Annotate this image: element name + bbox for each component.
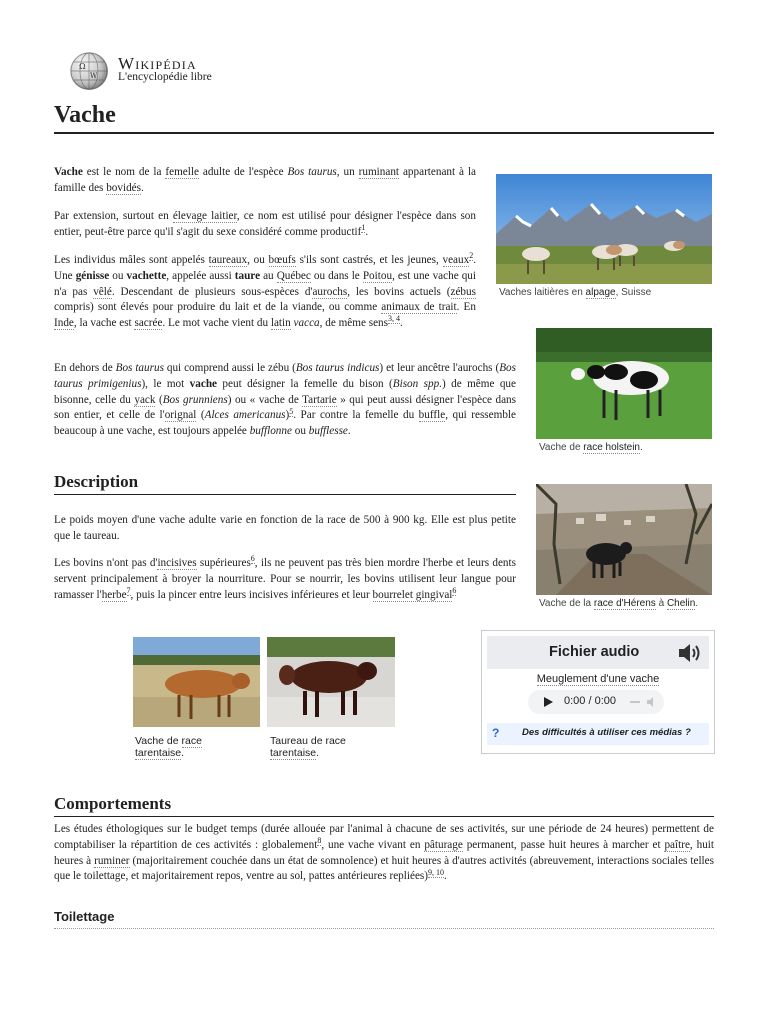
reference-link[interactable]: 6: [452, 585, 457, 595]
italic-term: Bos taurus primigenius: [54, 362, 516, 390]
media-help-link[interactable]: Des difficultés à utiliser ces médias ?: [522, 727, 691, 738]
inline-link[interactable]: Inde: [54, 317, 74, 330]
logo-tagline: L'encyclopédie libre: [118, 71, 212, 83]
inline-link[interactable]: vêlé: [93, 285, 112, 298]
article-title: Vache: [54, 102, 714, 134]
bold-term: vache: [189, 377, 218, 390]
reference-link[interactable]: 9, 10: [428, 867, 445, 877]
caption-alpage: Vaches laitières en alpage, Suisse: [499, 287, 652, 298]
audio-file-box: [481, 630, 715, 754]
inline-link[interactable]: buffle: [418, 409, 446, 422]
inline-link[interactable]: Poitou: [362, 269, 393, 282]
description-paragraph-2: Les bovins n'ont pas d'incisives supérieures$^6$, ils ne peuvent pas très bien mordre l'herbe et leurs dents servent principalement à broyer la nourriture. Pour se nourrir, les bovins utilisent leur langue pour ramasser l'herbe$^7$, puis la pincer entre leurs incisives inférieures et leur bourrelet gingival$^6$: [54, 554, 516, 601]
inline-link[interactable]: bourrelet gingival: [372, 588, 453, 601]
intro-paragraph-1: Vache est le nom de la femelle adulte de l'espèce Bos taurus, un ruminant appartenant à la famille des bovidés.: [54, 166, 477, 194]
intro-paragraph-3: Les individus mâles sont appelés taureaux, ou bœufs s'ils sont castrés, et les jeunes, veaux$^2$. Une génisse ou vachette, appelée aussi taure au Québec ou dans le Poitou, est une vache qui n'a pas vêlé. Descendant de plusieurs sous-espèces d'aurochs, les bovins actuels (zébus compris) sont élevés pour produire du lait et de la viande, ou comme animaux de trait. En Inde, la vache est sacrée. Le mot vache vient du latin vacca, de même sens$^{3, 4}$.: [54, 251, 477, 330]
inline-link[interactable]: femelle: [165, 166, 199, 178]
italic-term: Bos taurus indicus: [295, 362, 380, 374]
caption-tarentaise-cow: Vache de race tarentaise.: [135, 735, 202, 759]
italic-term: bufflesse: [308, 425, 348, 438]
inline-link[interactable]: race: [181, 735, 202, 747]
italic-term: Bos taurus: [287, 166, 337, 178]
inline-link[interactable]: ruminer: [94, 854, 130, 867]
audio-time: 0:00 / 0:00: [564, 695, 616, 707]
help-icon: ?: [492, 726, 500, 740]
inline-link[interactable]: ruminant: [358, 166, 400, 178]
bold-term: génisse: [75, 269, 110, 282]
inline-link[interactable]: animaux de trait: [381, 301, 457, 314]
reference-link[interactable]: 5: [289, 406, 294, 416]
inline-link[interactable]: bœufs: [268, 254, 296, 266]
inline-link[interactable]: Chelin: [666, 598, 696, 609]
bold-term: taure: [234, 269, 261, 282]
italic-term: bufflonne: [249, 425, 292, 438]
inline-link[interactable]: tarentaise: [135, 747, 182, 759]
speaker-icon[interactable]: [677, 642, 703, 664]
svg-text:Ω: Ω: [79, 62, 86, 71]
inline-link[interactable]: paître: [664, 838, 690, 851]
audio-player: [528, 690, 664, 714]
inline-link[interactable]: zébus: [450, 285, 476, 298]
inline-link[interactable]: Tartarie: [302, 393, 337, 406]
caption-holstein: Vache de race holstein.: [539, 442, 643, 453]
reference-link[interactable]: 1: [361, 223, 366, 233]
inline-link[interactable]: bovidés: [106, 181, 142, 194]
inline-link[interactable]: veaux: [442, 254, 470, 266]
subsection-heading-toilettage: Toilettage: [54, 909, 714, 929]
bold-term: vachette: [126, 269, 167, 282]
logo-wordmark[interactable]: Wikipédia: [118, 54, 197, 73]
inline-link[interactable]: herbe: [101, 588, 127, 601]
inline-link[interactable]: sacrée: [134, 317, 163, 330]
inline-link[interactable]: latin: [270, 317, 291, 330]
reference-link[interactable]: 8: [317, 836, 322, 846]
intro-paragraph-2: Par extension, surtout en élevage laitier, ce nom est utilisé pour désigner l'espèce dans son entier, peut-être parce qu'il s'agit du sexe considéré comme productif$^1$.: [54, 210, 476, 238]
italic-term: Bison spp.: [392, 377, 442, 390]
caption-tarentaise-bull: Taureau de race tarentaise.: [270, 735, 346, 759]
image-tarentaise-bull[interactable]: [267, 637, 395, 727]
inline-link[interactable]: orignal: [164, 409, 197, 422]
inline-link[interactable]: pâturage: [424, 838, 463, 851]
reference-link[interactable]: 7: [126, 585, 131, 595]
reference-link[interactable]: 3, 4: [388, 314, 400, 324]
audio-file-link[interactable]: Meuglement d'une vache: [536, 673, 660, 685]
comportements-paragraph-1: Les études éthologiques sur le budget temps (durée allouée par l'animal à chacune de ses activités, sur une période de 24 heures) permettent de comptabiliser la répartition de ces activités : globalement$^8$, une vache vivant en pâturage permanent, passe huit heures à marcher et paître, huit heures à ruminer (majoritairement couchée dans un état de somnolence) et huit heures à d'autres activités (abreuvement, interactions sociales telles que le toilettage, et majoritairement repos, ventre au sol, pattes antérieures repliées)$^{9, 10}$.: [54, 823, 715, 883]
inline-link[interactable]: aurochs: [312, 285, 348, 298]
svg-text:W: W: [90, 72, 98, 80]
inline-link[interactable]: incisives: [157, 557, 197, 569]
inline-link[interactable]: Québec: [276, 269, 311, 282]
intro-paragraph-4: En dehors de Bos taurus qui comprend aussi le zébu (Bos taurus indicus) et leur ancêtre l'aurochs (Bos taurus primigenius), le mot vache peut désigner la femelle du bison (Bison spp.) de même que bisonne, celle du yack (Bos grunniens) ou « vache de Tartarie » qui peut aussi désigner l'espèce dans son entier, et celle de l'orignal (Alces americanus)$^5$. Par contre la femelle du buffle, qui ressemble beaucoup à une vache, est toujours appelée bufflonne ou bufflesse.: [54, 362, 516, 438]
image-tarentaise-cow[interactable]: [133, 637, 260, 727]
section-heading-description: Description: [54, 472, 516, 495]
media-help-bar[interactable]: [487, 723, 709, 745]
mute-icon[interactable]: [646, 696, 658, 708]
description-paragraph-1: Le poids moyen d'une vache adulte varie en fonction de la race de 500 à 900 kg. Elle est plus petite que le taureau.: [54, 514, 516, 542]
wikipedia-globe-icon[interactable]: [70, 52, 108, 90]
italic-term: Bos taurus: [115, 362, 164, 374]
inline-link[interactable]: race holstein: [583, 442, 640, 453]
inline-link[interactable]: tarentaise: [270, 747, 317, 759]
section-heading-comportements: Comportements: [54, 794, 714, 817]
inline-link[interactable]: élevage laitier: [172, 210, 237, 222]
image-alpage[interactable]: [496, 174, 712, 284]
play-icon[interactable]: [544, 697, 553, 707]
reference-link[interactable]: 2: [469, 251, 474, 261]
image-holstein[interactable]: [536, 328, 712, 439]
inline-link[interactable]: yack: [134, 393, 156, 406]
volume-slider[interactable]: [630, 701, 640, 703]
bold-term: Vache: [54, 166, 83, 178]
inline-link[interactable]: alpage: [585, 287, 616, 298]
reference-link[interactable]: 6: [250, 554, 255, 564]
italic-term: Bos grunniens: [162, 393, 228, 406]
italic-term: Alces americanus: [204, 409, 286, 422]
inline-link[interactable]: race d'Hérens: [593, 598, 656, 609]
italic-term: vacca: [293, 317, 320, 330]
audio-title: Fichier audio: [549, 644, 640, 660]
image-herens[interactable]: [536, 484, 712, 595]
audio-header: [487, 636, 709, 669]
inline-link[interactable]: taureaux: [208, 254, 248, 266]
caption-herens: Vache de la race d'Hérens à Chelin.: [539, 598, 699, 609]
